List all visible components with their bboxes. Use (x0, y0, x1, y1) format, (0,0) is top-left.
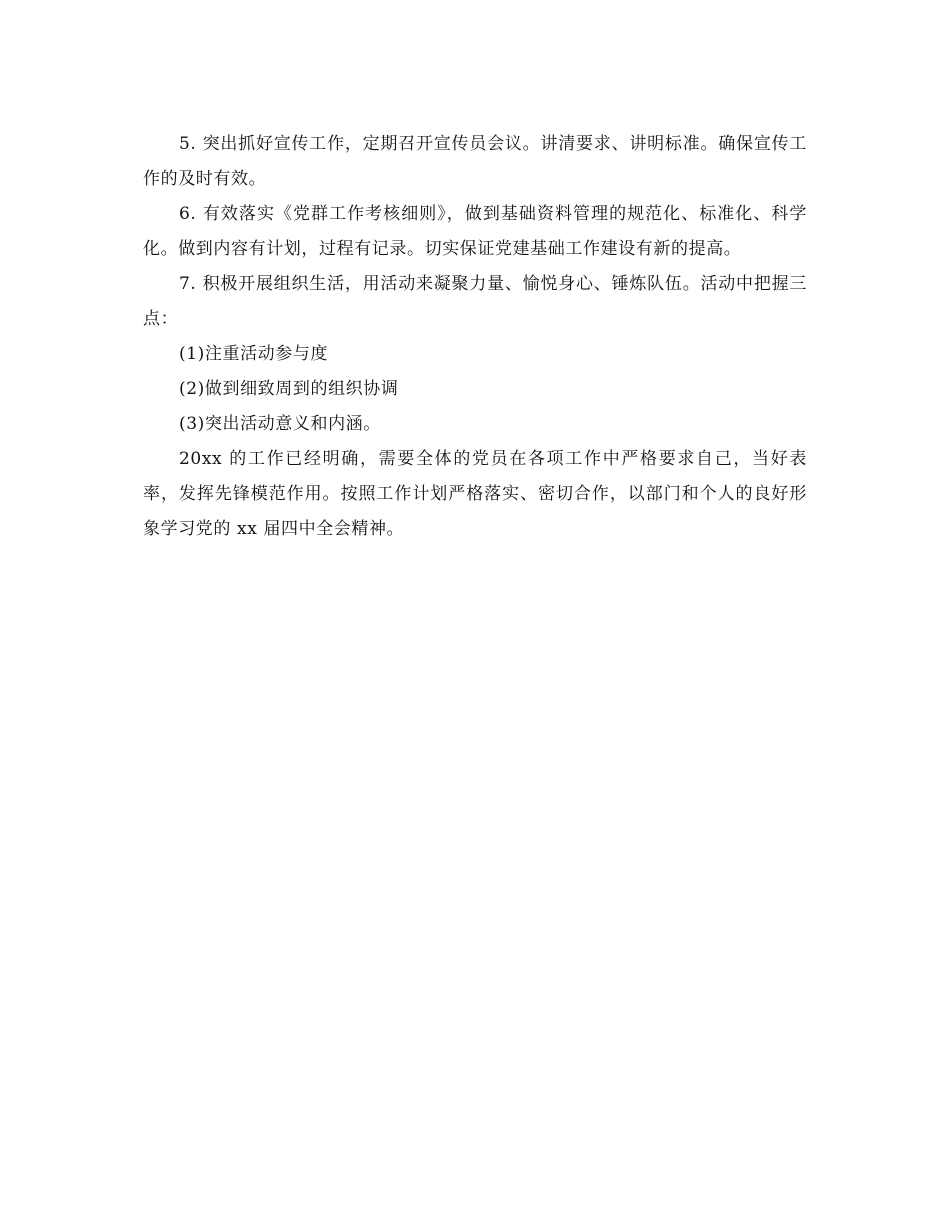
paragraph-item-7: 7. 积极开展组织生活，用活动来凝聚力量、愉悦身心、锤炼队伍。活动中把握三点： (143, 274, 807, 329)
paragraph-item-6: 6. 有效落实《党群工作考核细则》，做到基础资料管理的规范化、标准化、科学化。做到内容有计划，过程有记录。切实保证党建基础工作建设有新的提高。 (143, 204, 807, 259)
paragraph-item-5: 5. 突出抓好宣传工作，定期召开宣传员会议。讲清要求、讲明标准。确保宣传工作的及时有效。 (143, 134, 807, 189)
point-item-2: (2)做到细致周到的组织协调 (179, 379, 399, 399)
point-item-1: (1)注重活动参与度 (179, 344, 329, 364)
document-body (143, 127, 807, 547)
point-item-3: (3)突出活动意义和内涵。 (179, 414, 381, 434)
closing-paragraph: 20xx 的工作已经明确，需要全体的党员在各项工作中严格要求自己，当好表率，发挥先锋模范作用。按照工作计划严格落实、密切合作，以部门和个人的良好形象学习党的 xx 届四中全会精神。 (143, 449, 807, 539)
